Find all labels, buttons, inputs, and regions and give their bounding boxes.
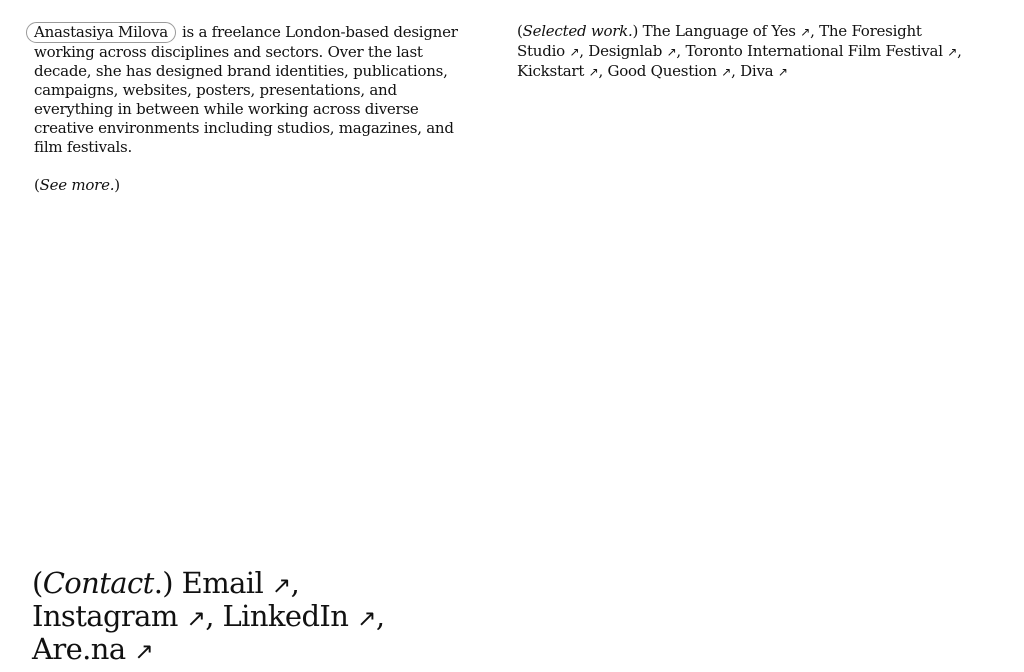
see-more-line: (See more.) [34,176,120,194]
arrow-up-right-icon: ↗ [800,25,811,39]
work-link-good-question[interactable]: Good Question ↗ [607,62,732,80]
arrow-up-right-icon: ↗ [134,638,154,665]
arrow-up-right-icon: ↗ [271,572,291,599]
arrow-up-right-icon: ↗ [721,65,732,79]
intro-section [34,22,470,195]
arrow-up-right-icon: ↗ [186,605,206,632]
contact-label: Contact [42,566,154,600]
arrow-up-right-icon: ↗ [356,605,376,632]
work-link-diva[interactable]: Diva ↗ [740,62,788,80]
work-link-the-language-of-yes[interactable]: The Language of Yes ↗ [642,22,811,40]
contact-link-arena[interactable]: Are.na ↗ [32,632,154,666]
work-link-the-foresight-studio[interactable]: The Foresight Studio ↗ [517,22,922,60]
work-link-kickstart[interactable]: Kickstart ↗ [517,62,599,80]
selected-work-section: (Selected work.) The Language of Yes ↗, The Foresight Studio ↗, Designlab ↗, Toronto International Film Festival ↗, Kickstart ↗, Good Question ↗, Diva ↗ [517,22,962,80]
contact-link-instagram[interactable]: Instagram ↗ [32,599,206,633]
arrow-up-right-icon: ↗ [666,45,677,59]
contact-section: (Contact.) Email ↗, Instagram ↗, LinkedIn ↗, Are.na ↗ [32,566,385,666]
arrow-up-right-icon: ↗ [947,45,958,59]
bio-text: is a freelance London-based designer working across disciplines and sectors. Over the last decade, she has designed brand identities, publications, campaigns, websites, posters, presentations, and everything in between while working across diverse creative environments including studios, magazines, and film festivals. [34,23,458,156]
arrow-up-right-icon: ↗ [588,65,599,79]
work-link-toronto-international-film-festival[interactable]: Toronto International Film Festival ↗ [685,42,958,60]
see-more-link[interactable]: See more. [39,176,115,194]
contact-link-linkedin[interactable]: LinkedIn ↗ [222,599,376,633]
contact-link-email[interactable]: Email ↗ [181,566,291,600]
work-link-designlab[interactable]: Designlab ↗ [588,42,677,60]
name-pill-button[interactable]: Anastasiya Milova [26,22,176,43]
arrow-up-right-icon: ↗ [777,65,788,79]
arrow-up-right-icon: ↗ [569,45,580,59]
selected-work-label: Selected work. [522,22,633,40]
